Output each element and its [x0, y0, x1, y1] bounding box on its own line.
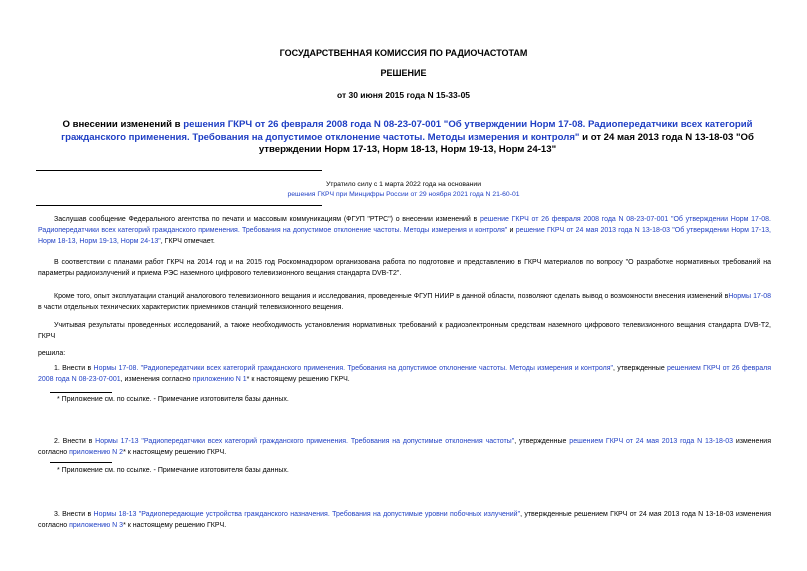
- item-3: [38, 509, 771, 531]
- item-2: [38, 436, 771, 458]
- p3-text-b: в части отдельных технических характеристик приемников станций телевизионного вещения.: [38, 304, 344, 311]
- p1-text-b: и: [507, 227, 516, 234]
- expired-text: Утратило силу с 1 марта 2022 года на основании: [325, 181, 482, 188]
- item1-text-c: , изменения согласно: [120, 376, 193, 383]
- divider-top: [36, 170, 322, 171]
- item3-text-d: * к настоящему решению ГКРЧ.: [123, 522, 227, 529]
- resolved-label: решила:: [38, 350, 66, 357]
- item2-link-norms[interactable]: Нормы 17-13 "Радиопередатчики всех категорий гражданского применения. Требования на допустимые отклонения частоты": [95, 438, 515, 445]
- title-prefix: О внесении изменений в: [62, 119, 184, 130]
- p1-text-a: Заслушав сообщение Федерального агентства по печати и массовым коммуникациям (ФГУП "РТРС") о внесении изменений в: [54, 216, 480, 223]
- commission-heading: ГОСУДАРСТВЕННАЯ КОМИССИЯ ПО РАДИОЧАСТОТАМ: [279, 48, 528, 58]
- item-1: [38, 363, 771, 385]
- footnote-1: * Приложение см. по ссылке. - Примечание изготовителя базы данных.: [57, 396, 289, 403]
- item1-text-b: , утвержденные: [613, 365, 668, 372]
- item1-link-norms[interactable]: Нормы 17-08. "Радиопередатчики всех категорий гражданского применения. Требования на допустимое отклонение частоты. Методы измерения и контроля": [93, 365, 614, 372]
- paragraph-3: [38, 291, 771, 313]
- item3-link-appendix[interactable]: приложению N 3: [69, 522, 124, 529]
- p1-text-c: , ГКРЧ отмечает.: [160, 238, 215, 245]
- footnote-divider-1: [50, 392, 112, 393]
- title-suffix: и от 24 мая 2013 года N 13-18-03 "Об утверждении Норм 17-13, Норм 18-13, Норм 19-13, Норм 24-13": [258, 131, 754, 155]
- paragraph-4: Учитывая результаты проведенных исследований, а также необходимость установления нормативных требований к радиоэлектронным средствам наземного цифрового телевизионного вещания стандарта DVB-T2, ГКРЧ: [38, 322, 771, 340]
- decision-date: от 30 июня 2015 года N 15-33-05: [336, 90, 471, 100]
- paragraph-2: В соответствии с планами работ ГКРЧ на 2014 год и на 2015 год Роскомнадзором организована работа по подготовке и представлению в ГКРЧ материалов по вопросу "О разработке нормативных требований на параметры радиоизлучений и приема РЭС наземного цифрового телевизионного вещания стандарта DVB-T2".: [38, 259, 771, 277]
- item2-link-appendix[interactable]: приложению N 2: [69, 449, 124, 456]
- title-link-decision-2008[interactable]: решения ГКРЧ от 26 февраля 2008 года N 08-23-07-001 "Об утверждении Норм 17-08. Радиопередатчики всех категорий гражданского применения. Требования на допустимое отклонение частоты. Методы измерения и контроля": [61, 119, 753, 143]
- item1-text-a: 1. Внести в: [54, 365, 94, 372]
- item2-text-c: изменения согласно: [38, 438, 772, 456]
- item3-text-b: , утвержденные решением ГКРЧ от 24 мая 2013 года N 13-18-03 изменения согласно: [38, 511, 772, 529]
- p1-link-decision-2013[interactable]: решение ГКРЧ от 24 мая 2013 года N 13-18-03 "Об утверждении Норм 17-13, Норм 18-13, Норм 19-13, Норм 24-13": [38, 227, 771, 245]
- p3-link-norms-17-08[interactable]: Нормы 17-08: [728, 293, 771, 300]
- item2-text-a: 2. Внести в: [54, 438, 96, 445]
- item1-link-appendix[interactable]: приложению N 1: [192, 376, 247, 383]
- item1-text-d: * к настоящему решению ГКРЧ.: [246, 376, 350, 383]
- item2-link-decision[interactable]: решением ГКРЧ от 24 мая 2013 года N 13-18-03: [569, 438, 734, 445]
- document-title: [50, 119, 765, 157]
- p1-link-decision-2008[interactable]: решение ГКРЧ от 26 февраля 2008 года N 08-23-07-001 "Об утверждении Норм 17-08. Радиопередатчики всех категорий гражданского применения. Требования на допустимое отклонение частоты. Методы измерения и контроля": [38, 216, 772, 234]
- item3-text-a: 3. Внести в: [54, 511, 94, 518]
- divider-bottom: [36, 205, 322, 206]
- item2-text-d: * к настоящему решению ГКРЧ.: [123, 449, 227, 456]
- footnote-2: * Приложение см. по ссылке. - Примечание изготовителя базы данных.: [57, 467, 289, 474]
- item3-link-norms[interactable]: Нормы 18-13 "Радиопередающие устройства гражданского назначения. Требования на допустимые уровни побочных излучений": [93, 511, 521, 518]
- item1-link-decision[interactable]: решением ГКРЧ от 26 февраля 2008 года N 08-23-07-001: [38, 365, 771, 383]
- paragraph-1: [38, 214, 771, 247]
- expired-notice: [0, 180, 807, 200]
- decision-heading: РЕШЕНИЕ: [380, 68, 427, 78]
- expired-link[interactable]: решения ГКРЧ при Минцифры России от 29 ноября 2021 года N 21-60-01: [287, 191, 520, 198]
- p3-text-a: Кроме того, опыт эксплуатации станций аналогового телевизионного вещания и исследования, проведенные ФГУП НИИР в данной области, позволяют сделать вывод о возможности внесения изменений в: [54, 293, 729, 300]
- footnote-divider-2: [50, 462, 112, 463]
- item2-text-b: , утвержденные: [514, 438, 570, 445]
